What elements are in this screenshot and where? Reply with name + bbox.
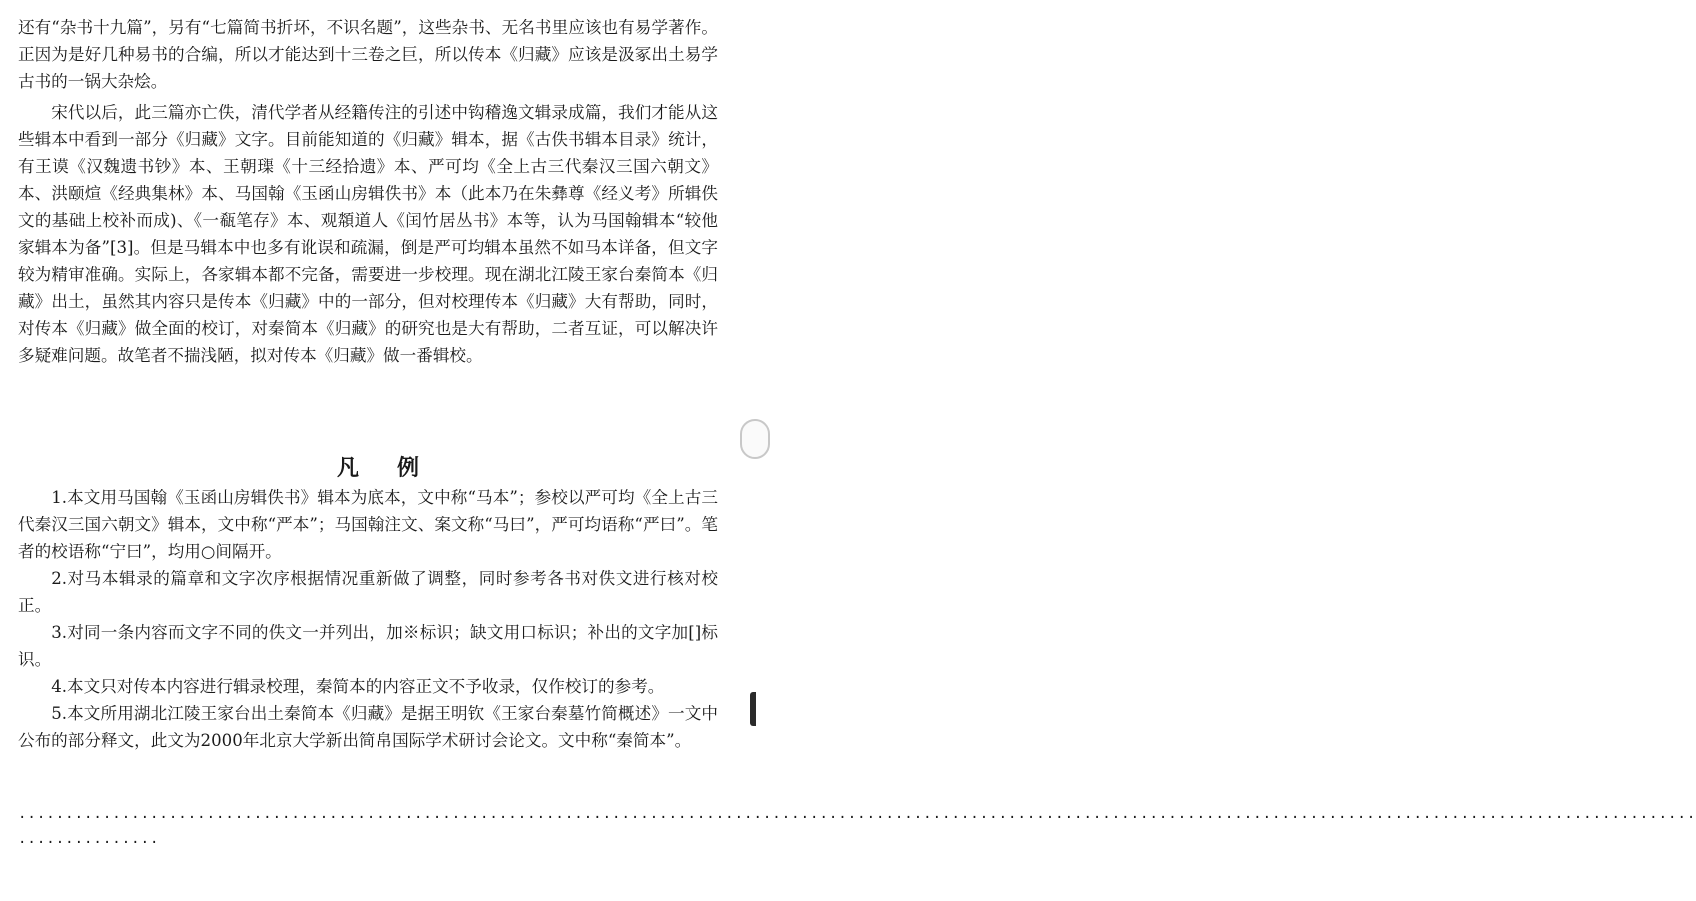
note-item-3: 3.对同一条内容而文字不同的佚文一并列出，加※标识；缺文用口标识；补出的文字加[]标识。 [18,623,718,669]
document-body [18,14,718,369]
note-item-1: 1.本文用马国翰《玉函山房辑佚书》辑本为底本，文中称“马本”；参校以严可均《全上古三代秦汉三国六朝文》辑本，文中称“严本”；马国翰注文、案文称“马曰”，严可均语称“严曰”。笔者的校语称“宁曰”，均用○间隔开。 [18,488,718,561]
note-item-5: 5.本文所用湖北江陵王家台出土秦简本《归藏》是据王明钦《王家台秦墓竹简概述》一文中公布的部分释文，此文为2000年北京大学新出简帛国际学术研讨会论文。文中称“秦简本”。 [18,704,718,750]
side-panel-handle[interactable] [740,419,770,459]
note-item-4: 4.本文只对传本内容进行辑录校理，秦简本的内容正文不予收录，仅作校订的参考。 [51,677,665,696]
section-title-fanli: 凡例 [336,455,457,481]
side-scroll-marker[interactable] [750,692,756,726]
body-paragraph-2: 宋代以后，此三篇亦亡佚，清代学者从经籍传注的引述中钩稽逸文辑录成篇，我们才能从这些辑本中看到一部分《归藏》文字。目前能知道的《归藏》辑本，据《古佚书辑本目录》统计，有王谟《汉魏遗书钞》本、王朝璖《十三经拾遗》本、严可均《全上古三代秦汉三国六朝文》本、洪颐煊《经典集林》本、马国翰《玉函山房辑佚书》本（此本乃在朱彝尊《经义考》所辑佚文的基础上校补而成)、《一瓻笔存》本、观頮道人《闰竹居丛书》本等，认为马国翰辑本“较他家辑本为备”[3]。但是马辑本中也多有讹误和疏漏，倒是严可均辑本虽然不如马本详备，但文字较为精审准确。实际上，各家辑本都不完备，需要进一步校理。现在湖北江陵王家台秦简本《归藏》出土，虽然其内容只是传本《归藏》中的一部分，但对校理传本《归藏》大有帮助，同时，对传本《归藏》做全面的校订，对秦简本《归藏》的研究也是大有帮助，二者互证，可以解决许多疑难问题。故笔者不揣浅陋，拟对传本《归藏》做一番辑校。 [18,103,718,365]
dotted-leader-line-short: ............... [18,831,160,847]
dotted-leader-line: .................................................................................................................................................................................. [18,806,1696,822]
note-item-2: 2.对马本辑录的篇章和文字次序根据情况重新做了调整，同时参考各书对佚文进行核对校正。 [18,569,718,615]
body-paragraph-1: 还有“杂书十九篇”，另有“七篇简书折坏，不识名题”，这些杂书、无名书里应该也有易学著作。正因为是好几种易书的合编，所以才能达到十三卷之巨，所以传本《归藏》应该是汲冢出土易学古书的一锅大杂烩。 [18,18,718,91]
notes-list [18,484,718,754]
